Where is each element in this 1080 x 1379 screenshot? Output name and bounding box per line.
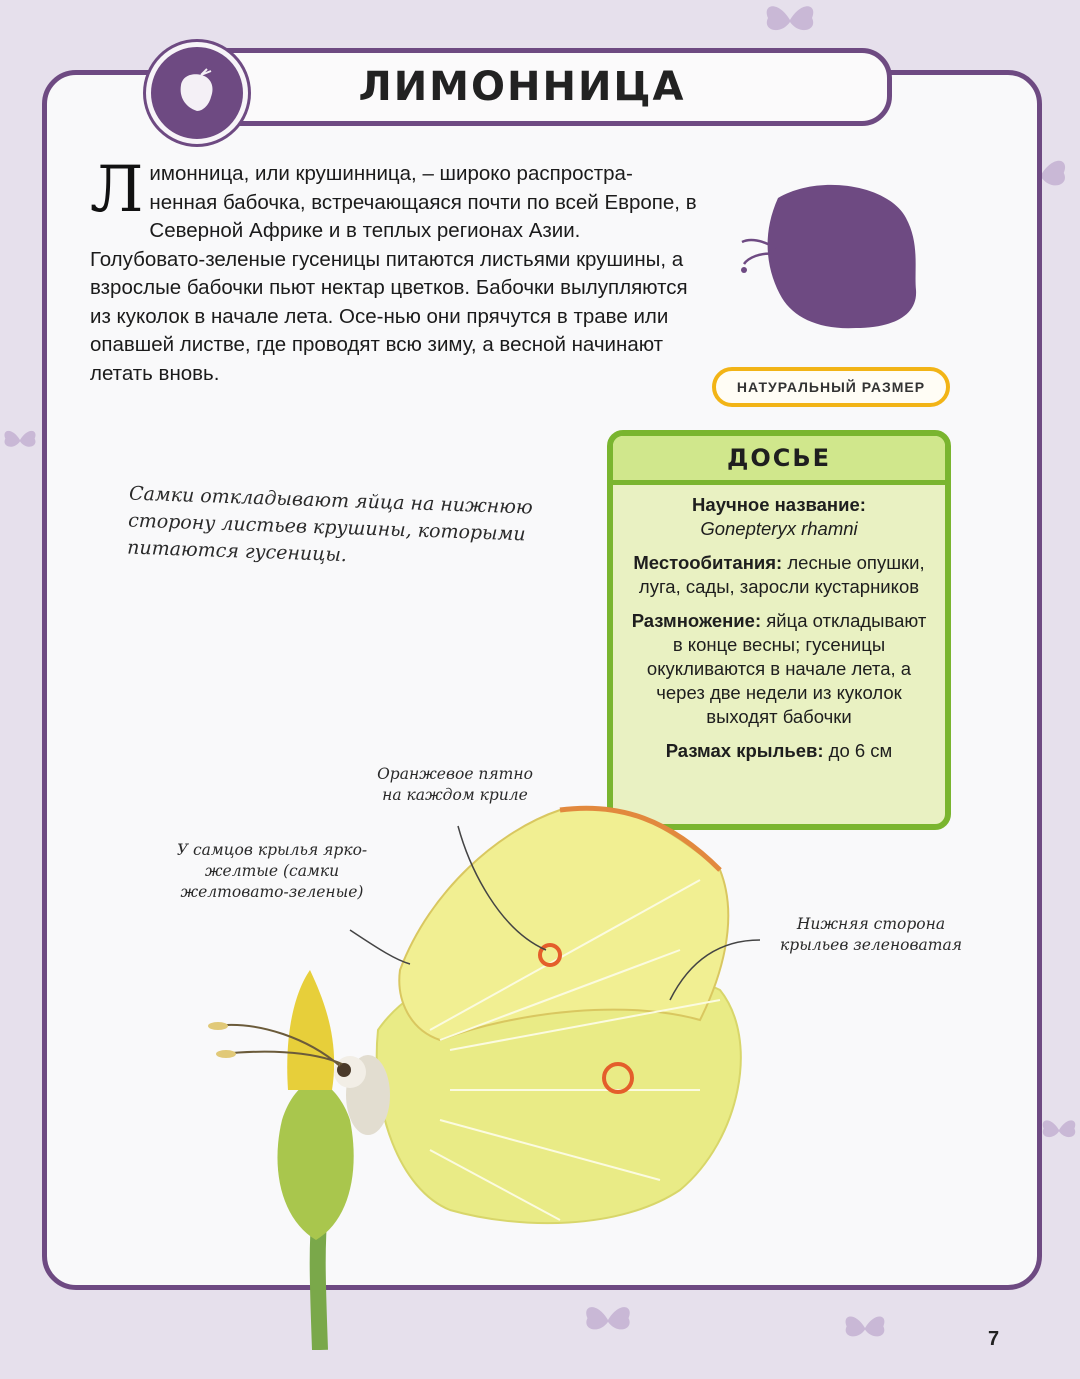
butterfly-silhouette-icon <box>738 178 938 338</box>
intro-text: имонница, или крушинница, – широко распростра-ненная бабочка, встречающаяся почти по всей Европе, в Северной Африке и в теплых регионах Азии. Голубовато-зеленые гусеницы питаются листьями крушины, а взрослые бабочки пьют нектар цветков. Бабочки вылупляются из куколок в начале лета. Осе-нью они прячутся в траве или опавшей листве, где проводят всю зиму, а весной начинают летать вновь. <box>90 162 697 385</box>
eggs-note: Самки откладывают яйца на нижнюю сторону листьев крушины, которыми питаются гусеницы. <box>126 482 534 567</box>
dossier-wingspan-label: Размах крыльев: <box>665 740 824 761</box>
background-butterfly-icon <box>0 410 40 470</box>
male-wings-callout: У самцов крылья ярко-желтые (самки желтовато-зеленые) <box>176 841 368 901</box>
dossier-reproduction <box>629 609 929 729</box>
dossier-habitat-value: лесные опушки, луга, сады, заросли кустарников <box>638 552 925 597</box>
intro-paragraph <box>90 153 700 388</box>
dossier-title: ДОСЬЕ <box>613 436 945 485</box>
title-bar <box>152 48 892 126</box>
dossier-scientific-label: Научное название: <box>692 494 866 515</box>
butterfly-badge-icon <box>146 42 248 144</box>
background-butterfly-icon <box>1038 1100 1080 1160</box>
dossier-reproduction-label: Размножение: <box>631 610 762 631</box>
orange-spot-callout: Оранжевое пятно на каждом криле <box>377 765 533 804</box>
dossier-scientific-value: Gonepteryx rhamni <box>700 518 858 539</box>
page-title: ЛИМОННИЦА <box>358 64 686 110</box>
dossier-reproduction-value: яйца откладывают в конце весны; гусеницы окукливаются в начале лета, а через две недели из куколок выходят бабочки <box>646 610 927 727</box>
natural-size-badge: НАТУРАЛЬНЫЙ РАЗМЕР <box>712 367 950 407</box>
dossier-wingspan <box>629 739 929 763</box>
underside-callout: Нижняя сторона крыльев зеленоватая <box>780 915 962 954</box>
background-butterfly-icon <box>840 1310 890 1346</box>
background-butterfly-icon <box>760 0 820 40</box>
drop-cap: Л <box>90 153 144 227</box>
dossier-wingspan-value: до 6 см <box>823 740 893 761</box>
dossier-habitat-label: Местообитания: <box>633 552 783 573</box>
dossier-habitat <box>629 551 929 599</box>
dossier-scientific <box>629 493 929 541</box>
dossier-panel <box>607 430 951 830</box>
page-number: 7 <box>988 1328 1000 1350</box>
dossier-body <box>613 485 945 763</box>
